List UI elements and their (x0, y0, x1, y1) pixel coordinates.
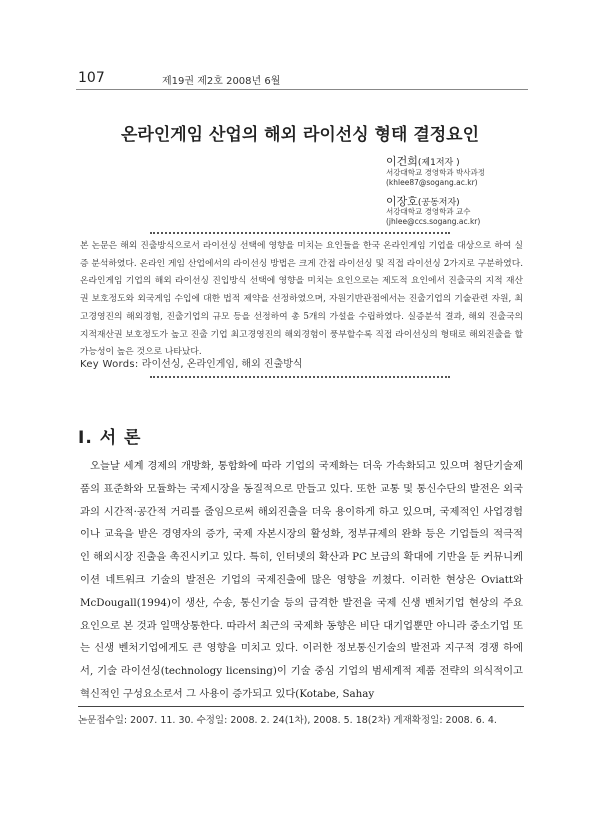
author-first (386, 153, 460, 169)
author-first-affiliation (386, 168, 485, 188)
page-number: 107 (78, 70, 105, 86)
author-email: (khlee87@sogang.ac.kr) (386, 178, 478, 187)
keywords-value: 라이선싱, 온라인게임, 해외 진출방식 (141, 359, 303, 370)
body-paragraph: 오늘날 세계 경제의 개방화, 통합화에 따라 기업의 국제화는 더욱 가속화되고 있으며 첨단기술제품의 표준화와 모듈화는 국제시장을 동질적으로 만들고 있다. 또한 교통 및 통신수단의 발전은 외국과의 시간적·공간적 거리를 줄임으로써 해외진출을 더욱 용이하게 하고 있으며, 국제적인 사업경험이나 교육을 받은 경영자의 증가, 국제 자본시장의 활성화, 정부규제의 완화 등은 기업들의 적극적인 해외시장 진출을 촉진시키고 있다. 특히, 인터넷의 확산과 PC 보급의 확대에 기반을 둔 커뮤니케이션 네트워크 기술의 발전은 기업의 국제진출에 많은 영향을 끼쳤다. 이러한 현상은 Oviatt와 McDougall(1994)이 생산, 수송, 통신기술 등의 급격한 발전을 국제 신생 벤처기업 현상의 주요 요인으로 본 것과 일맥상통한다. 따라서 최근의 국제화 동향은 비단 대기업뿐만 아니라 중소기업 또는 신생 벤처기업에게도 큰 영향을 미치고 있다. 이러한 정보통신기술의 발전과 지구적 경쟁 하에서, 기술 라이선싱(technology licensing)이 기술 중심 기업의 범세계적 제품 전략의 의식적이고 혁신적인 구성요소로서 그 사용이 증가되고 있다(Kotabe, Sahay (80, 460, 523, 700)
author-second-affiliation (386, 207, 480, 227)
author-name: 이건희 (386, 155, 418, 168)
journal-issue-info: 제19권 제2호 2008년 6월 (162, 76, 281, 87)
header-divider (76, 89, 528, 90)
keywords (80, 355, 303, 370)
submission-dates: 논문접수일: 2007. 11. 30. 수정일: 2008. 2. 24(1차), 2008. 5. 18(2차) 게재확정일: 2008. 6. 4. (78, 715, 497, 726)
section-heading: Ⅰ. 서 론 (78, 428, 142, 448)
affiliation-text: 서강대학교 경영학과 박사과정 (386, 168, 485, 177)
author-role: (제1저자 ) (417, 158, 460, 168)
abstract-top-divider (150, 232, 450, 234)
paper-title: 온라인게임 산업의 해외 라이선싱 형태 결정요인 (120, 125, 480, 145)
keywords-label: Key Words: (80, 359, 139, 370)
abstract-text: 본 논문은 해외 진출방식으로서 라이선싱 선택에 영향을 미치는 요인들을 한국 온라인게임 기업을 대상으로 하여 실증 분석하였다. 온라인 게임 산업에서의 라이선싱 방법은 크게 간접 라이선싱 및 직접 라이선싱 2가지로 구분하였다. 온라인게임 기업의 해외 라이선싱 진입방식 선택에 영향을 미치는 요인으로는 제도적 요인에서 진출국의 지적 재산권 보호정도와 외국게임 수입에 대한 법적 제약을 선정하였으며, 자원기반관점에서는 진출기업의 기술관련 자원, 최고경영진의 해외경험, 진출기업의 규모 등을 선정하여 총 5개의 가설을 수립하였다. 실증분석 결과, 해외 진출국의 지적재산권 보호정도가 높고 진출 기업 최고경영진의 해외경험이 풍부할수록 직접 라이선싱의 형태로 해외진출을 할 가능성이 높은 것으로 나타났다. (80, 241, 523, 358)
running-header (78, 70, 528, 88)
body-text (80, 455, 523, 706)
author-role: (공동저자) (417, 198, 460, 208)
author-email: (jhlee@ccs.sogang.ac.kr) (386, 217, 481, 226)
affiliation-text: 서강대학교 경영학과 교수 (386, 207, 471, 216)
abstract-bottom-divider (150, 376, 450, 378)
author-name: 이장호 (386, 195, 418, 208)
footer-divider (78, 706, 524, 707)
